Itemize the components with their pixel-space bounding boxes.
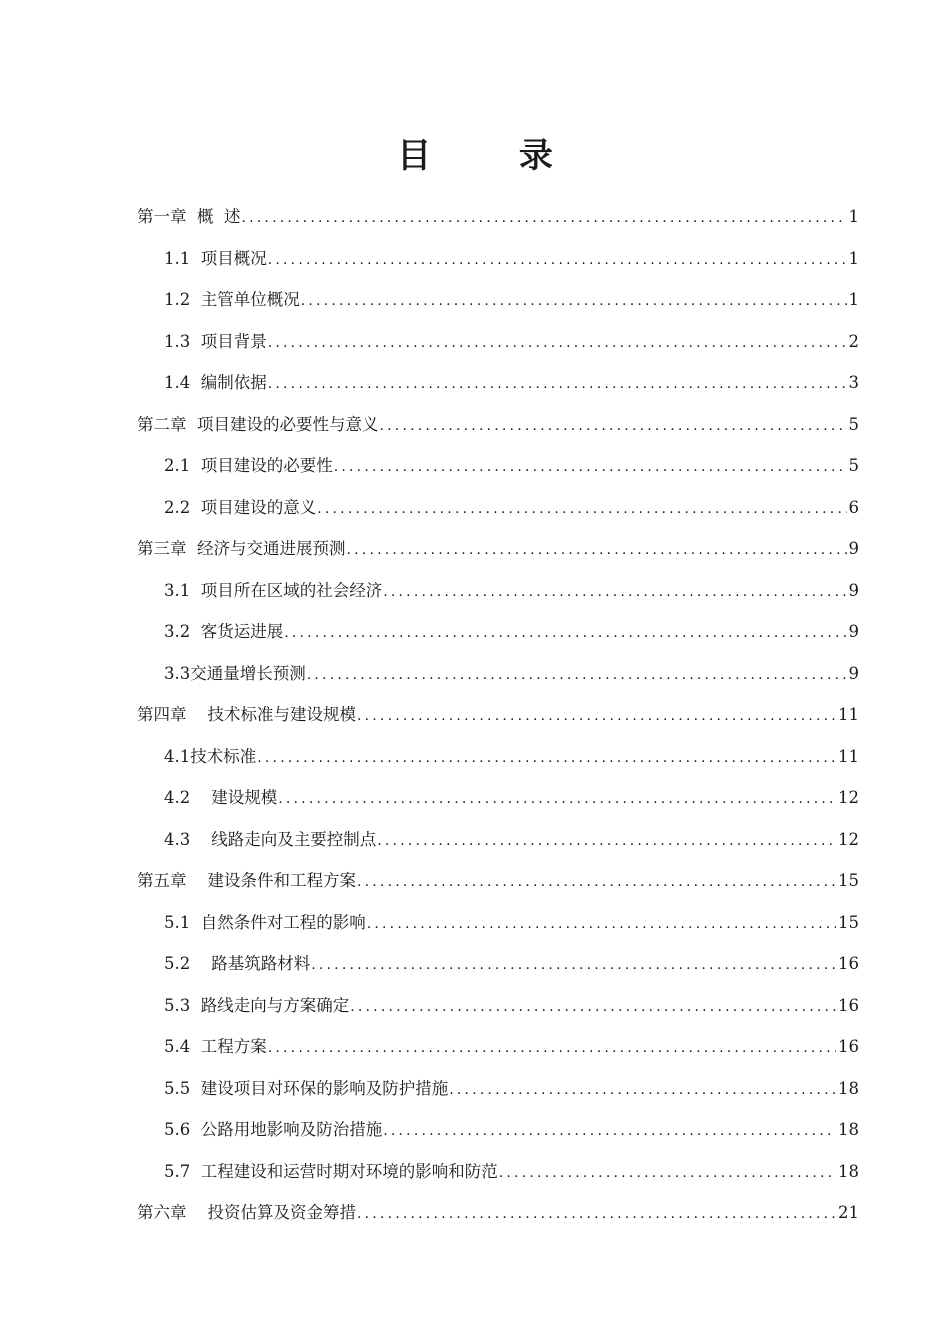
toc-section-entry[interactable] <box>137 1026 859 1068</box>
toc-dot-leader <box>268 240 847 282</box>
toc-section-entry[interactable] <box>137 362 859 404</box>
toc-entry-label: 第一章 概 述 <box>137 207 241 226</box>
toc-section-entry[interactable] <box>137 985 859 1027</box>
toc-page-number: 3 <box>848 373 859 392</box>
toc-dot-leader <box>307 655 847 697</box>
toc-page-number: 2 <box>848 331 859 351</box>
toc-dot-leader <box>383 1111 836 1153</box>
toc-chapter-entry[interactable] <box>137 404 859 446</box>
toc-section-entry[interactable] <box>137 777 859 819</box>
toc-section-entry[interactable] <box>137 1151 859 1193</box>
toc-chapter-entry[interactable] <box>137 860 859 902</box>
toc-section-entry[interactable] <box>137 611 859 653</box>
toc-page-number: 16 <box>838 995 859 1015</box>
toc-entry-label: 5.4 工程方案 <box>164 1037 267 1056</box>
toc-entry-label: 5.2 路基筑路材料 <box>164 954 311 973</box>
toc-entry-label: 1.3 项目背景 <box>164 331 267 351</box>
toc-page-number: 6 <box>848 497 859 517</box>
toc-page-number: 21 <box>838 1203 859 1222</box>
toc-entry-label: 5.1 自然条件对工程的影响 <box>164 912 366 932</box>
toc-section-entry[interactable] <box>137 445 859 487</box>
toc-page-number: 9 <box>848 663 859 683</box>
toc-page-number: 9 <box>848 622 859 641</box>
toc-dot-leader <box>367 904 836 946</box>
toc-page-number: 15 <box>838 912 859 932</box>
toc-page-number: 5 <box>848 456 859 475</box>
toc-section-entry[interactable] <box>137 570 859 612</box>
toc-dot-leader <box>317 489 846 531</box>
toc-page-number: 5 <box>848 414 859 434</box>
toc-entry-label: 1.4 编制依据 <box>164 373 267 392</box>
toc-entry-label: 第四章 技术标准与建设规模 <box>137 705 356 724</box>
toc-dot-leader <box>383 572 846 614</box>
toc-dot-leader <box>257 738 836 780</box>
toc-page-number: 12 <box>838 788 859 807</box>
toc-page-number: 15 <box>838 871 859 890</box>
toc-dot-leader <box>449 1070 836 1112</box>
toc-dot-leader <box>334 447 847 489</box>
toc-dot-leader <box>357 1194 836 1236</box>
toc-dot-leader <box>357 862 836 904</box>
toc-entry-label: 4.1技术标准 <box>164 746 257 766</box>
toc-entry-label: 3.1 项目所在区域的社会经济 <box>164 580 383 600</box>
toc-page-number: 12 <box>838 829 859 849</box>
toc-page-number: 11 <box>838 705 859 724</box>
toc-page-number: 9 <box>848 580 859 600</box>
toc-entry-label: 3.2 客货运进展 <box>164 622 284 641</box>
toc-dot-leader <box>347 530 847 572</box>
toc-page-number: 9 <box>848 539 859 558</box>
toc-section-entry[interactable] <box>137 736 859 778</box>
toc-dot-leader <box>377 821 836 863</box>
toc-section-entry[interactable] <box>137 1109 859 1151</box>
toc-section-entry[interactable] <box>137 653 859 695</box>
toc-entry-label: 第三章 经济与交通进展预测 <box>137 539 346 558</box>
toc-dot-leader <box>278 779 836 821</box>
toc-chapter-entry[interactable] <box>137 528 859 570</box>
toc-page-number: 16 <box>838 1037 859 1056</box>
toc-section-entry[interactable] <box>137 943 859 985</box>
toc-title: 目 录 <box>397 136 591 176</box>
toc-chapter-entry[interactable] <box>137 694 859 736</box>
toc-dot-leader <box>268 323 847 365</box>
toc-section-entry[interactable] <box>137 279 859 321</box>
toc-entry-label: 5.3 路线走向与方案确定 <box>164 995 350 1015</box>
table-of-contents <box>137 196 859 1234</box>
toc-entry-label: 2.1 项目建设的必要性 <box>164 456 333 475</box>
toc-dot-leader <box>350 987 836 1029</box>
toc-page-number: 11 <box>838 746 859 766</box>
toc-page-number: 18 <box>838 1161 859 1181</box>
toc-entry-label: 3.3交通量增长预测 <box>164 663 306 683</box>
toc-dot-leader <box>311 945 836 987</box>
toc-entry-label: 第二章 项目建设的必要性与意义 <box>137 414 379 434</box>
toc-dot-leader <box>268 364 847 406</box>
toc-dot-leader <box>241 198 846 240</box>
toc-section-entry[interactable] <box>137 238 859 280</box>
toc-entry-label: 1.1 项目概况 <box>164 248 267 268</box>
toc-entry-label: 5.5 建设项目对环保的影响及防护措施 <box>164 1078 449 1098</box>
toc-entry-label: 第六章 投资估算及资金筹措 <box>137 1203 356 1222</box>
toc-entry-label: 1.2 主管单位概况 <box>164 290 300 309</box>
toc-section-entry[interactable] <box>137 902 859 944</box>
toc-dot-leader <box>380 406 847 448</box>
toc-page-number: 18 <box>838 1078 859 1098</box>
toc-page-number: 16 <box>838 954 859 973</box>
toc-entry-label: 2.2 项目建设的意义 <box>164 497 317 517</box>
toc-entry-label: 4.2 建设规模 <box>164 788 278 807</box>
toc-entry-label: 第五章 建设条件和工程方案 <box>137 871 356 890</box>
toc-section-entry[interactable] <box>137 487 859 529</box>
toc-chapter-entry[interactable] <box>137 1192 859 1234</box>
toc-entry-label: 4.3 线路走向及主要控制点 <box>164 829 377 849</box>
toc-page-number: 1 <box>848 290 859 309</box>
toc-section-entry[interactable] <box>137 819 859 861</box>
toc-page-number: 1 <box>848 207 859 226</box>
toc-page-number: 18 <box>838 1120 859 1139</box>
toc-entry-label: 5.6 公路用地影响及防治措施 <box>164 1120 383 1139</box>
toc-dot-leader <box>499 1153 836 1195</box>
toc-dot-leader <box>301 281 847 323</box>
toc-page-number: 1 <box>848 248 859 268</box>
toc-section-entry[interactable] <box>137 321 859 363</box>
toc-chapter-entry[interactable] <box>137 196 859 238</box>
toc-dot-leader <box>284 613 846 655</box>
toc-entry-label: 5.7 工程建设和运营时期对环境的影响和防范 <box>164 1161 498 1181</box>
toc-dot-leader <box>268 1028 836 1070</box>
toc-dot-leader <box>357 696 836 738</box>
toc-section-entry[interactable] <box>137 1068 859 1110</box>
